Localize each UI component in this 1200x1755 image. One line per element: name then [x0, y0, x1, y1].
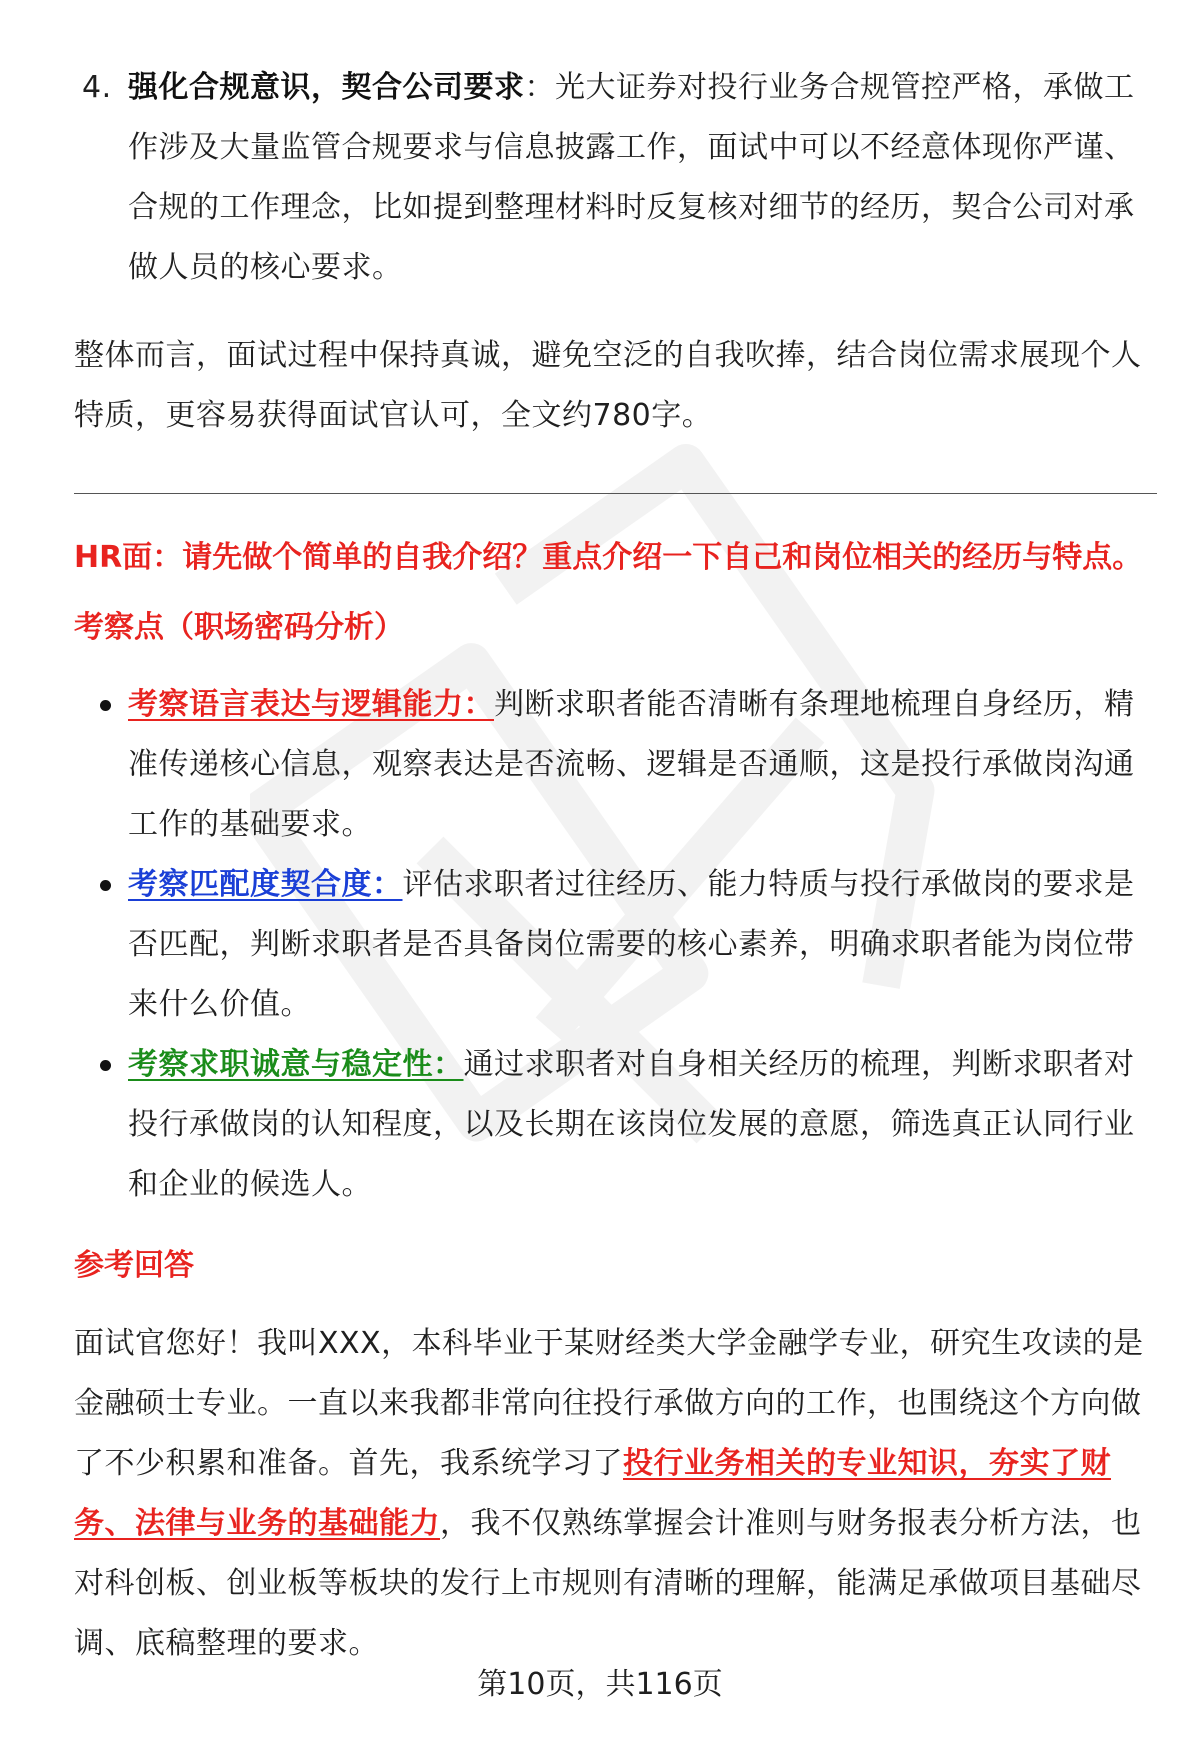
hr-question-heading: HR面：请先做个简单的自我介绍？重点介绍一下自己和岗位相关的经历与特点。: [74, 540, 1143, 575]
item-4-text: ：光大证券对投行业务合规管控严格，承做工作涉及大量监管合规要求与信息披露工作，面试中可以不经意体现你严谨、合规的工作理念，比如提到整理材料时反复核对细节的经历，契合公司对承做人员的核心要求。: [128, 70, 1135, 285]
section-divider: [74, 493, 1157, 494]
item-4-body: [128, 58, 1162, 298]
answer-paragraph: [74, 1314, 1154, 1674]
list-item: [74, 855, 1164, 1035]
bullet-icon: [100, 1060, 111, 1071]
point-text: 判断求职者能否清晰有条理地梳理自身经历，精准传递核心信息，观察表达是否流畅、逻辑是否通顺，这是投行承做岗沟通工作的基础要求。: [128, 687, 1135, 842]
item-number: 4.: [82, 70, 112, 105]
list-item: [74, 675, 1164, 855]
item-4-title: 强化合规意识，契合公司要求: [128, 70, 525, 105]
answer-text-2: ，我不仅熟练掌握会计准则与财务报表分析方法，也对科创板、创业板等板块的发行上市规则有清晰的理解，能满足承做项目基础尽调、底稿整理的要求。: [74, 1506, 1142, 1661]
point-text: 评估求职者过往经历、能力特质与投行承做岗的要求是否匹配，判断求职者是否具备岗位需要的核心素养，明确求职者能为岗位带来什么价值。: [128, 867, 1135, 1022]
point-text: 通过求职者对自身相关经历的梳理，判断求职者对投行承做岗的认知程度，以及长期在该岗位发展的意愿，筛选真正认同行业和企业的候选人。: [128, 1047, 1135, 1202]
point-title: 考察求职诚意与稳定性：: [128, 1047, 464, 1082]
list-item-4: [82, 58, 1162, 298]
bullet-icon: [100, 880, 111, 891]
page-number-footer: 第10页，共116页: [477, 1667, 723, 1702]
summary-paragraph: 整体而言，面试过程中保持真诚，避免空泛的自我吹捧，结合岗位需求展现个人特质，更容易获得面试官认可，全文约780字。: [74, 338, 1142, 433]
point-title: 考察匹配度契合度：: [128, 867, 403, 902]
focus-points-list: [74, 675, 1164, 1215]
reference-heading: 参考回答: [74, 1248, 194, 1283]
list-item: [74, 1035, 1164, 1215]
point-title: 考察语言表达与逻辑能力：: [128, 687, 494, 722]
answer-highlight: 投行业务相关的专业知识，夯实了财务、法律与业务的基础能力: [74, 1446, 1111, 1541]
answer-text-1: 面试官您好！我叫XXX，本科毕业于某财经类大学金融学专业，研究生攻读的是金融硕士专业。一直以来我都非常向往投行承做方向的工作，也围绕这个方向做了不少积累和准备。首先，我系统学习了: [74, 1326, 1144, 1481]
focus-heading: 考察点（职场密码分析）: [74, 610, 404, 645]
bullet-icon: [100, 700, 111, 711]
